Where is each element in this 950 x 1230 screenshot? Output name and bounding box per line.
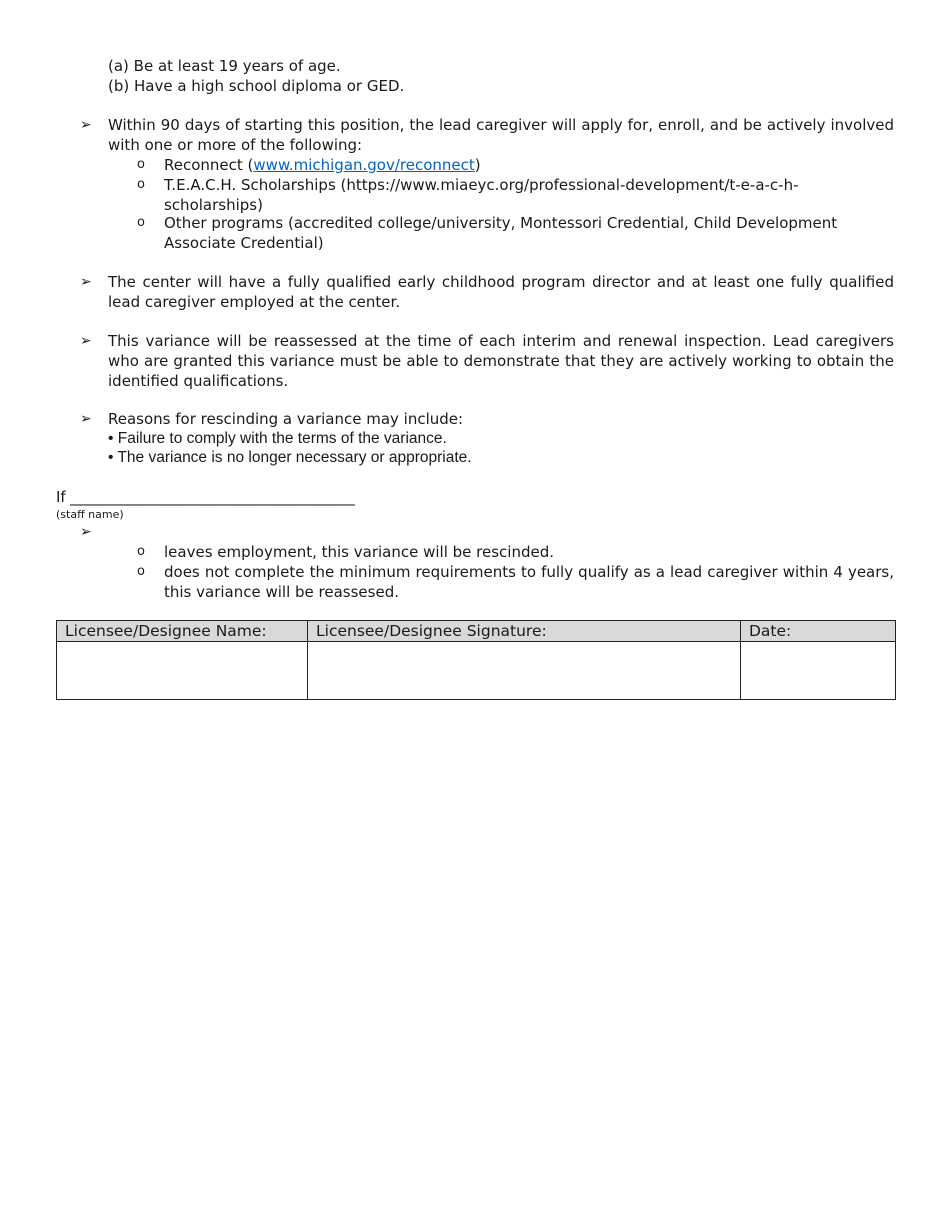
rescind-reason-2: • The variance is no longer necessary or appropriate.: [108, 449, 472, 466]
arrow-bullet-icon: ➢: [80, 524, 92, 540]
rescind-title: Reasons for rescinding a variance may include:: [108, 410, 464, 428]
staff-name-blank[interactable]: _____________________________________: [70, 488, 355, 506]
subitem-other-programs: Other programs (accredited college/university, Montessori Credential, Child Development Associate Credential): [164, 214, 838, 252]
leaves-employment-text: leaves employment, this variance will be rescinded.: [164, 543, 555, 561]
if-label: If: [56, 488, 66, 506]
date-field[interactable]: [741, 642, 896, 700]
arrow-bullet-icon: ➢: [80, 274, 92, 290]
licensee-signature-field[interactable]: [308, 642, 741, 700]
arrow-bullet-icon: ➢: [80, 333, 92, 349]
not-complete-text: does not complete the minimum requirements to fully qualify as a lead caregiver within 4 years, this variance will be reassesed.: [164, 563, 894, 601]
reassessed-text: This variance will be reassessed at the time of each interim and renewal inspection. Lead caregivers who are granted this variance must be able to demonstrate that they are actively working to obtain the identified qualifications.: [108, 332, 894, 390]
signature-table-header-row: [57, 621, 896, 642]
director-text: The center will have a fully qualified early childhood program director and at least one fully qualified lead caregiver employed at the center.: [108, 273, 894, 311]
sub-bullet-icon: o: [137, 157, 145, 172]
within-90-days-text: Within 90 days of starting this position, the lead caregiver will apply for, enroll, and be actively involved with one or more of the following:: [108, 116, 894, 154]
sub-bullet-icon: o: [137, 215, 145, 230]
sub-bullet-icon: o: [137, 564, 145, 579]
date-header: Date:: [741, 621, 896, 642]
signature-table: [56, 620, 896, 700]
sub-bullet-icon: o: [137, 177, 145, 192]
arrow-bullet-icon: ➢: [80, 411, 92, 427]
signature-table-entry-row: [57, 642, 896, 700]
subitem-reconnect: Reconnect (www.michigan.gov/reconnect): [164, 156, 481, 174]
sub-bullet-icon: o: [137, 544, 145, 559]
licensee-name-field[interactable]: [57, 642, 308, 700]
requirement-age: (a) Be at least 19 years of age.: [108, 57, 341, 75]
licensee-name-header: Licensee/Designee Name:: [57, 621, 308, 642]
rescind-reason-1: • Failure to comply with the terms of the variance.: [108, 430, 447, 447]
licensee-signature-header: Licensee/Designee Signature:: [308, 621, 741, 642]
reconnect-link[interactable]: www.michigan.gov/reconnect: [253, 156, 475, 174]
arrow-bullet-icon: ➢: [80, 117, 92, 133]
requirement-diploma: (b) Have a high school diploma or GED.: [108, 77, 405, 95]
staff-name-caption: (staff name): [56, 508, 124, 521]
subitem-teach: T.E.A.C.H. Scholarships (https://www.miaeyc.org/professional-development/t-e-a-c-h-scholarships): [164, 176, 799, 214]
